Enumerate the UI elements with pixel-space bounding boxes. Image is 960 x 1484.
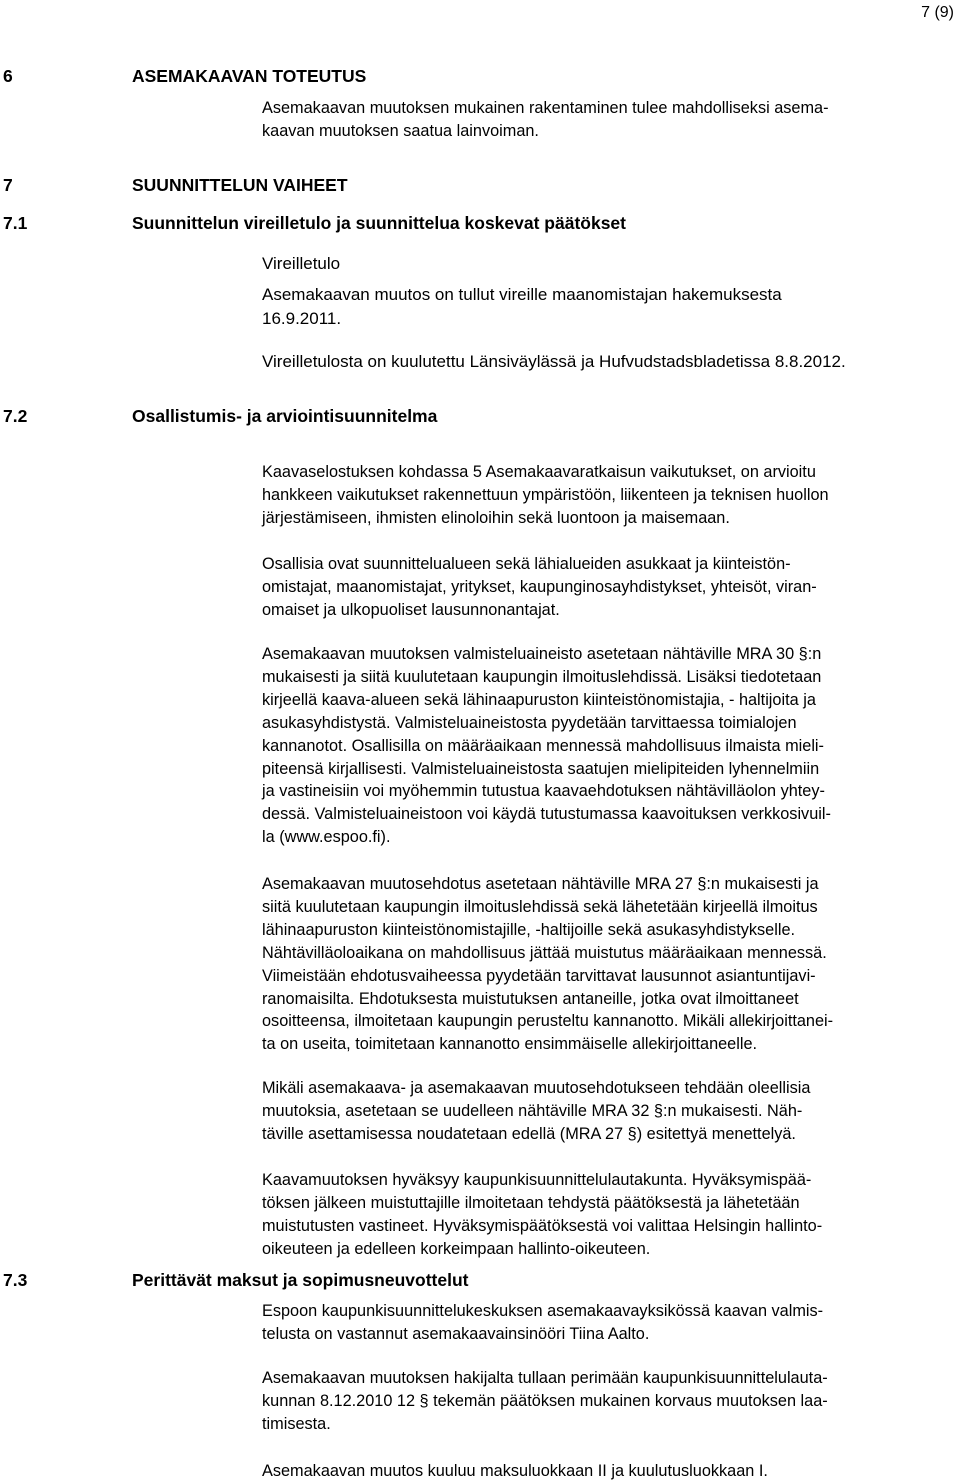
text-line: ja vastineisiin voi myöhemmin tutustua kaavaehdotuksen nähtävilläolon yhtey- [262, 782, 825, 801]
text-line: osoitteensa, ilmoitetaan kaupungin perusteltu kannanotto. Mikäli allekirjoittanei- [262, 1012, 834, 1031]
text-line: Espoon kaupunkisuunnittelukeskuksen asemakaavayksikössä kaavan valmis- [262, 1302, 824, 1320]
section-7-2-number: 7.2 [3, 406, 28, 426]
text-line: omistajat, maanomistajat, yritykset, kaupunginosayhdistykset, yhteisöt, viran- [262, 577, 817, 596]
text-line: muistutusten vastineet. Hyväksymispäätöksestä voi valittaa Helsingin hallinto- [262, 1216, 823, 1235]
text-line: Asemakaavan muutoksen hakijalta tullaan perimään kaupunkisuunnittelulauta- [262, 1369, 828, 1387]
text-line: Viimeistään ehdotusvaiheessa pyydetään tarvittavat lausunnot asiantuntijavi- [262, 966, 816, 985]
text-line: Asemakaavan muutosehdotus asetetaan nähtäville MRA 27 §:n mukaisesti ja [262, 875, 819, 893]
text-line: Kaavamuutoksen hyväksyy kaupunkisuunnittelulautakunta. Hyväksymispää- [262, 1171, 812, 1189]
text-line: Nähtävilläoloaikana on mahdollisuus jättää muistutus määräaikaan mennessä. [262, 943, 827, 962]
text-line: la (www.espoo.fi). [262, 828, 391, 847]
section-7-3-paragraph-3 [262, 1460, 958, 1483]
page-number: 7 (9) [921, 4, 954, 21]
section-7-1-paragraph-1 [262, 283, 958, 331]
section-7-3-paragraph-1 [262, 1300, 958, 1346]
text-line: omaiset ja ulkopuoliset lausunnonantajat. [262, 600, 560, 619]
text-line: muutoksia, asetetaan se uudelleen nähtäville MRA 32 §:n mukaisesti. Näh- [262, 1101, 803, 1120]
text-line: Mikäli asemakaava- ja asemakaavan muutosehdotukseen tehdään oleellisia [262, 1079, 811, 1097]
section-7-2-paragraph-3 [262, 643, 958, 849]
text-line: mukaisesti ja siitä kuulutetaan kaupungin ilmoituslehdissä. Lisäksi tiedotetaan [262, 667, 822, 686]
section-7-1-title: Suunnittelun vireilletulo ja suunnittelua koskevat päätökset [132, 213, 626, 233]
text-line: piteensä kirjallisesti. Valmisteluaineistosta saatujen mielipiteiden lyhennelmiin [262, 759, 820, 778]
text-line: asukasyhdistystä. Valmisteluaineistosta pyydetään tarvittaessa toimialojen [262, 713, 797, 732]
text-line: timisesta. [262, 1414, 331, 1433]
section-7-3-title: Perittävät maksut ja sopimusneuvottelut [132, 1270, 469, 1290]
text-line: Asemakaavan muutoksen mukainen rakentaminen tulee mahdolliseksi asema- [262, 99, 829, 117]
text-line: 16.9.2011. [262, 309, 342, 328]
text-line: kunnan 8.12.2010 12 § tekemän päätöksen mukainen korvaus muutoksen laa- [262, 1391, 828, 1410]
text-line: kaavan muutoksen saatua lainvoiman. [262, 121, 539, 140]
text-line: oikeuteen ja edelleen korkeimpaan hallinto-oikeuteen. [262, 1239, 651, 1258]
text-line: dessä. Valmisteluaineistoon voi käydä tutustumassa kaavoituksen verkkosivuil- [262, 805, 831, 824]
text-line: Asemakaavan muutos kuuluu maksuluokkaan II ja kuulutusluokkaan I. [262, 1462, 768, 1480]
text-line: Asemakaavan muutos on tullut vireille maanomistajan hakemuksesta [262, 285, 782, 304]
text-line: töksen jälkeen muistuttajille ilmoitetaan tehdystä päätöksestä ja lähetetään [262, 1193, 800, 1212]
section-7-3-paragraph-2 [262, 1367, 958, 1436]
section-7-2-paragraph-1 [262, 461, 958, 530]
text-line: lähinaapuruston kiinteistönomistajille, -haltijoille sekä asukasyhdistykselle. [262, 920, 796, 939]
text-line: siitä kuulutetaan kaupungin ilmoituslehdissä sekä lähetetään kirjeellä ilmoitus [262, 897, 818, 916]
section-7-2-paragraph-5 [262, 1077, 958, 1146]
section-7-2-title: Osallistumis- ja arviointisuunnitelma [132, 406, 438, 426]
section-6-number: 6 [3, 66, 13, 86]
section-6-paragraph [262, 97, 958, 143]
text-line: Kaavaselostuksen kohdassa 5 Asemakaavaratkaisun vaikutukset, on arvioitu [262, 463, 816, 481]
text-line: täville asettamisessa noudatetaan edellä (MRA 27 §) esitettyä menettelyä. [262, 1124, 796, 1143]
text-line: hankkeen vaikutukset rakennettuun ympäristöön, liikenteen ja teknisen huollon [262, 485, 829, 504]
subheading-vireilletulo: Vireilletulo [262, 254, 341, 273]
text-line: kirjeellä kaava-alueen sekä lähinaapuruston kiinteistönomistajia, - haltijoita ja [262, 690, 816, 709]
text-line: Osallisia ovat suunnittelualueen sekä lähialueiden asukkaat ja kiinteistön- [262, 555, 791, 573]
section-7-3-number: 7.3 [3, 1270, 28, 1290]
text-line: ta on useita, toimitetaan kannanotto ensimmäiselle allekirjoittaneelle. [262, 1035, 758, 1054]
section-7-number: 7 [3, 175, 13, 195]
text-line: kannanotot. Osallisilla on määräaikaan mennessä mahdollisuus ilmaista mieli- [262, 736, 824, 755]
text-line: ranomaisilta. Ehdotuksesta muistutuksen antaneille, jotka ovat ilmoittaneet [262, 989, 799, 1008]
section-7-1-paragraph-2: Vireilletulosta on kuulutettu Länsiväylässä ja Hufvudstadsbladetissa 8.8.2012. [262, 352, 846, 371]
text-line: telusta on vastannut asemakaavainsinööri Tiina Aalto. [262, 1324, 650, 1343]
text-line: Asemakaavan muutoksen valmisteluaineisto asetetaan nähtäville MRA 30 §:n [262, 645, 822, 663]
section-7-title: SUUNNITTELUN VAIHEET [132, 175, 348, 195]
section-7-2-paragraph-2 [262, 553, 958, 622]
section-7-1-number: 7.1 [3, 213, 28, 233]
section-6-title: ASEMAKAAVAN TOTEUTUS [132, 66, 367, 86]
text-line: järjestämiseen, ihmisten elinoloihin sekä luontoon ja maisemaan. [262, 508, 730, 527]
section-7-2-paragraph-6 [262, 1169, 958, 1261]
section-7-2-paragraph-4 [262, 873, 958, 1056]
